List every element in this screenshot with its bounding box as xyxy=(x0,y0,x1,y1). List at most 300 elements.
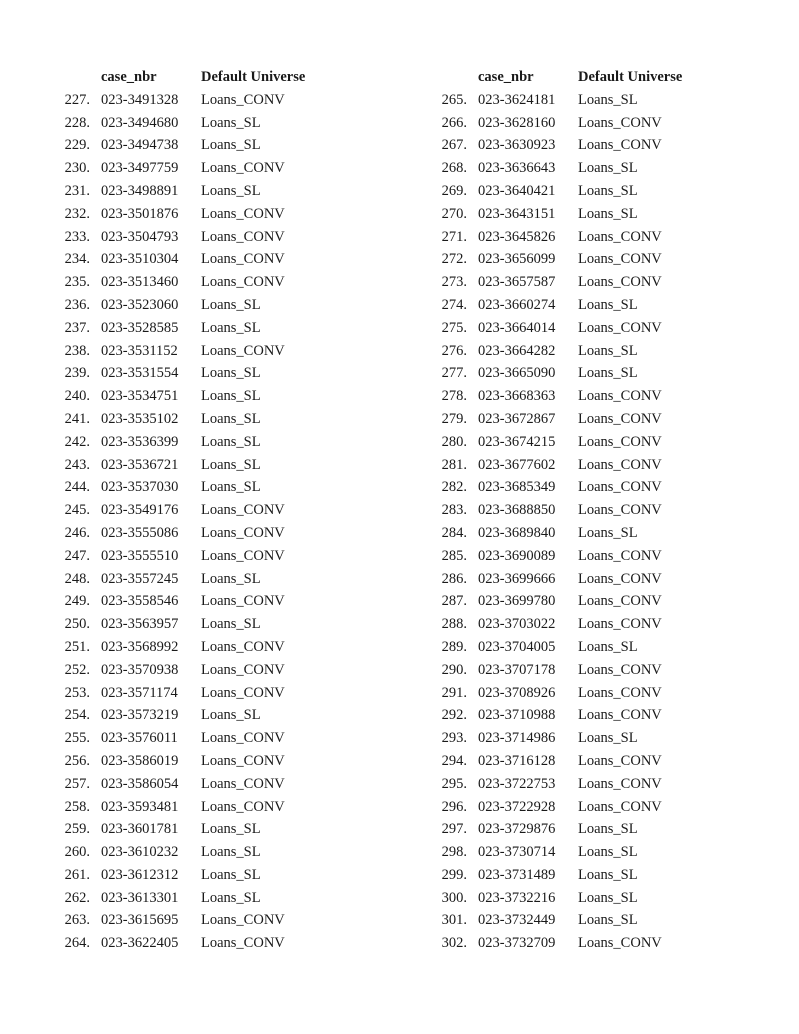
universe-cell: Loans_CONV xyxy=(578,775,662,792)
table-row xyxy=(429,909,708,932)
left-table xyxy=(52,66,331,955)
universe-cell: Loans_CONV xyxy=(201,752,285,769)
case-nbr-cell: 023-3555086 xyxy=(101,524,179,541)
table-row xyxy=(52,112,331,135)
table-row xyxy=(52,909,331,932)
row-number: 267. xyxy=(441,137,467,154)
case-nbr-cell: 023-3570938 xyxy=(101,661,179,678)
row-number: 243. xyxy=(64,456,90,473)
universe-cell: Loans_SL xyxy=(201,114,261,131)
row-number: 229. xyxy=(64,137,90,154)
table-row xyxy=(429,750,708,773)
case-nbr-cell: 023-3622405 xyxy=(101,935,179,952)
row-number: 236. xyxy=(64,296,90,313)
case-nbr-header: case_nbr xyxy=(478,69,534,85)
universe-cell: Loans_CONV xyxy=(201,205,285,222)
row-number: 234. xyxy=(64,251,90,268)
table-row xyxy=(52,750,331,773)
row-number: 235. xyxy=(64,274,90,291)
case-nbr-cell: 023-3613301 xyxy=(101,889,179,906)
universe-cell: Loans_CONV xyxy=(201,935,285,952)
table-row xyxy=(429,727,708,750)
row-number: 260. xyxy=(64,844,90,861)
universe-cell: Loans_SL xyxy=(201,570,261,587)
universe-cell: Loans_CONV xyxy=(201,91,285,108)
case-nbr-header: case_nbr xyxy=(101,69,157,85)
row-number: 276. xyxy=(441,342,467,359)
case-nbr-cell: 023-3636643 xyxy=(478,160,556,177)
universe-cell: Loans_CONV xyxy=(578,798,662,815)
left-table-header xyxy=(52,66,331,89)
universe-cell: Loans_SL xyxy=(201,182,261,199)
case-nbr-cell: 023-3586054 xyxy=(101,775,179,792)
case-nbr-cell: 023-3699780 xyxy=(478,593,556,610)
universe-cell: Loans_CONV xyxy=(578,479,662,496)
universe-cell: Loans_CONV xyxy=(201,228,285,245)
case-nbr-cell: 023-3534751 xyxy=(101,388,179,405)
row-number: 254. xyxy=(64,707,90,724)
universe-cell: Loans_CONV xyxy=(578,251,662,268)
universe-cell: Loans_CONV xyxy=(578,319,662,336)
row-number: 289. xyxy=(441,638,467,655)
row-number: 288. xyxy=(441,616,467,633)
table-row xyxy=(429,568,708,591)
case-nbr-cell: 023-3513460 xyxy=(101,274,179,291)
table-row xyxy=(52,180,331,203)
case-nbr-cell: 023-3729876 xyxy=(478,821,556,838)
universe-cell: Loans_CONV xyxy=(578,935,662,952)
table-row xyxy=(429,271,708,294)
row-number: 230. xyxy=(64,160,90,177)
universe-cell: Loans_SL xyxy=(578,844,638,861)
case-nbr-cell: 023-3586019 xyxy=(101,752,179,769)
universe-cell: Loans_CONV xyxy=(578,388,662,405)
case-nbr-cell: 023-3688850 xyxy=(478,502,556,519)
table-row xyxy=(429,157,708,180)
universe-cell: Loans_SL xyxy=(201,866,261,883)
case-nbr-cell: 023-3531554 xyxy=(101,365,179,382)
case-nbr-cell: 023-3624181 xyxy=(478,91,556,108)
case-nbr-cell: 023-3708926 xyxy=(478,684,556,701)
table-row xyxy=(52,864,331,887)
row-number: 297. xyxy=(441,821,467,838)
row-number: 232. xyxy=(64,205,90,222)
row-number: 250. xyxy=(64,616,90,633)
table-row xyxy=(52,294,331,317)
row-number: 294. xyxy=(441,752,467,769)
universe-cell: Loans_SL xyxy=(578,296,638,313)
case-nbr-cell: 023-3535102 xyxy=(101,410,179,427)
universe-cell: Loans_CONV xyxy=(578,616,662,633)
table-row xyxy=(52,568,331,591)
universe-cell: Loans_SL xyxy=(578,912,638,929)
universe-cell: Loans_CONV xyxy=(201,730,285,747)
universe-cell: Loans_SL xyxy=(201,137,261,154)
row-number: 244. xyxy=(64,479,90,496)
case-nbr-cell: 023-3643151 xyxy=(478,205,556,222)
row-number: 280. xyxy=(441,433,467,450)
row-number: 242. xyxy=(64,433,90,450)
table-row xyxy=(52,932,331,955)
table-row xyxy=(52,362,331,385)
table-row xyxy=(52,841,331,864)
case-nbr-cell: 023-3716128 xyxy=(478,752,556,769)
table-row xyxy=(429,385,708,408)
universe-cell: Loans_CONV xyxy=(578,547,662,564)
case-nbr-cell: 023-3536399 xyxy=(101,433,179,450)
case-nbr-cell: 023-3510304 xyxy=(101,251,179,268)
case-nbr-cell: 023-3601781 xyxy=(101,821,179,838)
row-number: 248. xyxy=(64,570,90,587)
universe-cell: Loans_CONV xyxy=(201,684,285,701)
case-nbr-cell: 023-3668363 xyxy=(478,388,556,405)
case-nbr-cell: 023-3593481 xyxy=(101,798,179,815)
universe-cell: Loans_CONV xyxy=(578,707,662,724)
table-row xyxy=(429,682,708,705)
case-nbr-cell: 023-3628160 xyxy=(478,114,556,131)
universe-cell: Loans_SL xyxy=(578,342,638,359)
row-number: 275. xyxy=(441,319,467,336)
table-row xyxy=(52,522,331,545)
table-row xyxy=(52,659,331,682)
table-row xyxy=(429,636,708,659)
row-number: 259. xyxy=(64,821,90,838)
row-number: 269. xyxy=(441,182,467,199)
table-row xyxy=(429,89,708,112)
row-number-header xyxy=(52,66,90,89)
case-nbr-cell: 023-3568992 xyxy=(101,638,179,655)
universe-cell: Loans_CONV xyxy=(201,638,285,655)
row-number: 287. xyxy=(441,593,467,610)
universe-cell: Loans_SL xyxy=(578,160,638,177)
table-row xyxy=(52,636,331,659)
case-nbr-cell: 023-3660274 xyxy=(478,296,556,313)
case-nbr-cell: 023-3497759 xyxy=(101,160,179,177)
row-number: 268. xyxy=(441,160,467,177)
case-nbr-cell: 023-3501876 xyxy=(101,205,179,222)
row-number: 281. xyxy=(441,456,467,473)
row-number: 263. xyxy=(64,912,90,929)
universe-cell: Loans_SL xyxy=(201,616,261,633)
table-row xyxy=(429,522,708,545)
universe-cell: Loans_CONV xyxy=(578,502,662,519)
case-nbr-cell: 023-3722753 xyxy=(478,775,556,792)
case-nbr-cell: 023-3672867 xyxy=(478,410,556,427)
table-row xyxy=(52,203,331,226)
case-nbr-cell: 023-3555510 xyxy=(101,547,179,564)
case-nbr-cell: 023-3494680 xyxy=(101,114,179,131)
universe-cell: Loans_SL xyxy=(201,707,261,724)
universe-cell: Loans_SL xyxy=(201,479,261,496)
case-nbr-cell: 023-3664014 xyxy=(478,319,556,336)
case-nbr-cell: 023-3537030 xyxy=(101,479,179,496)
table-row xyxy=(52,89,331,112)
row-number: 299. xyxy=(441,866,467,883)
row-number: 238. xyxy=(64,342,90,359)
universe-cell: Loans_CONV xyxy=(578,114,662,131)
universe-cell: Loans_SL xyxy=(201,388,261,405)
universe-cell: Loans_CONV xyxy=(578,456,662,473)
table-row xyxy=(429,431,708,454)
table-row xyxy=(429,704,708,727)
table-row xyxy=(52,340,331,363)
universe-cell: Loans_SL xyxy=(201,456,261,473)
table-row xyxy=(429,887,708,910)
table-row xyxy=(429,499,708,522)
universe-cell: Loans_SL xyxy=(578,889,638,906)
table-row xyxy=(429,864,708,887)
row-number: 245. xyxy=(64,502,90,519)
universe-cell: Loans_CONV xyxy=(201,798,285,815)
table-row xyxy=(52,271,331,294)
universe-cell: Loans_CONV xyxy=(201,342,285,359)
row-number: 253. xyxy=(64,684,90,701)
universe-cell: Loans_CONV xyxy=(578,228,662,245)
row-number: 296. xyxy=(441,798,467,815)
universe-cell: Loans_CONV xyxy=(578,661,662,678)
row-number: 258. xyxy=(64,798,90,815)
row-number: 252. xyxy=(64,661,90,678)
row-number: 282. xyxy=(441,479,467,496)
case-nbr-cell: 023-3645826 xyxy=(478,228,556,245)
row-number: 295. xyxy=(441,775,467,792)
universe-cell: Loans_CONV xyxy=(578,137,662,154)
case-nbr-cell: 023-3665090 xyxy=(478,365,556,382)
row-number: 290. xyxy=(441,661,467,678)
table-row xyxy=(52,226,331,249)
case-nbr-cell: 023-3699666 xyxy=(478,570,556,587)
table-row xyxy=(429,134,708,157)
table-row xyxy=(52,545,331,568)
table-row xyxy=(429,340,708,363)
case-nbr-cell: 023-3576011 xyxy=(101,730,178,747)
table-row xyxy=(429,932,708,955)
universe-cell: Loans_CONV xyxy=(578,570,662,587)
row-number: 228. xyxy=(64,114,90,131)
universe-cell: Loans_CONV xyxy=(578,274,662,291)
case-nbr-cell: 023-3610232 xyxy=(101,844,179,861)
case-nbr-cell: 023-3677602 xyxy=(478,456,556,473)
case-nbr-cell: 023-3491328 xyxy=(101,91,179,108)
row-number: 262. xyxy=(64,889,90,906)
row-number: 261. xyxy=(64,866,90,883)
universe-cell: Loans_SL xyxy=(201,365,261,382)
universe-cell: Loans_CONV xyxy=(201,912,285,929)
table-row xyxy=(52,818,331,841)
case-nbr-cell: 023-3656099 xyxy=(478,251,556,268)
table-row xyxy=(52,134,331,157)
case-nbr-cell: 023-3710988 xyxy=(478,707,556,724)
row-number: 300. xyxy=(441,889,467,906)
universe-cell: Loans_CONV xyxy=(201,547,285,564)
row-number: 231. xyxy=(64,182,90,199)
table-row xyxy=(52,248,331,271)
table-row xyxy=(429,317,708,340)
table-row xyxy=(52,682,331,705)
table-row xyxy=(52,704,331,727)
universe-cell: Loans_SL xyxy=(201,844,261,861)
table-row xyxy=(52,796,331,819)
case-nbr-cell: 023-3657587 xyxy=(478,274,556,291)
universe-cell: Loans_SL xyxy=(578,182,638,199)
case-nbr-cell: 023-3690089 xyxy=(478,547,556,564)
table-row xyxy=(429,545,708,568)
row-number: 298. xyxy=(441,844,467,861)
table-row xyxy=(52,476,331,499)
row-number: 265. xyxy=(441,91,467,108)
case-nbr-cell: 023-3558546 xyxy=(101,593,179,610)
case-nbr-cell: 023-3563957 xyxy=(101,616,179,633)
case-nbr-cell: 023-3498891 xyxy=(101,182,179,199)
right-table-header xyxy=(429,66,708,89)
table-row xyxy=(52,385,331,408)
row-number: 233. xyxy=(64,228,90,245)
row-number: 291. xyxy=(441,684,467,701)
case-nbr-cell: 023-3630923 xyxy=(478,137,556,154)
table-row xyxy=(429,841,708,864)
universe-cell: Loans_CONV xyxy=(201,274,285,291)
case-nbr-cell: 023-3685349 xyxy=(478,479,556,496)
case-nbr-cell: 023-3573219 xyxy=(101,707,179,724)
row-number: 292. xyxy=(441,707,467,724)
case-nbr-cell: 023-3571174 xyxy=(101,684,178,701)
universe-cell: Loans_SL xyxy=(578,365,638,382)
right-table-body xyxy=(429,89,708,955)
right-table xyxy=(429,66,708,955)
row-number: 277. xyxy=(441,365,467,382)
table-row xyxy=(429,203,708,226)
universe-cell: Loans_SL xyxy=(201,410,261,427)
case-nbr-cell: 023-3732449 xyxy=(478,912,556,929)
case-nbr-cell: 023-3531152 xyxy=(101,342,178,359)
universe-cell: Loans_SL xyxy=(201,889,261,906)
case-nbr-cell: 023-3615695 xyxy=(101,912,179,929)
universe-cell: Loans_SL xyxy=(578,524,638,541)
case-nbr-cell: 023-3504793 xyxy=(101,228,179,245)
case-nbr-cell: 023-3664282 xyxy=(478,342,556,359)
row-number: 270. xyxy=(441,205,467,222)
default-universe-header: Default Universe xyxy=(578,69,683,85)
row-number: 274. xyxy=(441,296,467,313)
left-table-body xyxy=(52,89,331,955)
table-row xyxy=(52,431,331,454)
row-number: 264. xyxy=(64,935,90,952)
case-nbr-cell: 023-3689840 xyxy=(478,524,556,541)
table-row xyxy=(52,157,331,180)
row-number: 283. xyxy=(441,502,467,519)
case-nbr-cell: 023-3732709 xyxy=(478,935,556,952)
case-nbr-cell: 023-3722928 xyxy=(478,798,556,815)
universe-cell: Loans_CONV xyxy=(201,661,285,678)
row-number-header xyxy=(429,66,467,89)
row-number: 251. xyxy=(64,638,90,655)
universe-cell: Loans_CONV xyxy=(578,593,662,610)
table-row xyxy=(52,887,331,910)
row-number: 278. xyxy=(441,388,467,405)
row-number: 246. xyxy=(64,524,90,541)
table-row xyxy=(429,613,708,636)
row-number: 257. xyxy=(64,775,90,792)
table-row xyxy=(429,248,708,271)
row-number: 240. xyxy=(64,388,90,405)
row-number: 241. xyxy=(64,410,90,427)
universe-cell: Loans_CONV xyxy=(201,251,285,268)
universe-cell: Loans_CONV xyxy=(201,775,285,792)
table-row xyxy=(429,659,708,682)
universe-cell: Loans_SL xyxy=(578,205,638,222)
case-nbr-cell: 023-3612312 xyxy=(101,866,179,883)
table-row xyxy=(52,499,331,522)
case-nbr-cell: 023-3549176 xyxy=(101,502,179,519)
row-number: 279. xyxy=(441,410,467,427)
table-row xyxy=(429,773,708,796)
universe-cell: Loans_CONV xyxy=(578,684,662,701)
row-number: 237. xyxy=(64,319,90,336)
row-number: 247. xyxy=(64,547,90,564)
case-nbr-cell: 023-3674215 xyxy=(478,433,556,450)
row-number: 266. xyxy=(441,114,467,131)
row-number: 272. xyxy=(441,251,467,268)
table-row xyxy=(429,226,708,249)
universe-cell: Loans_SL xyxy=(201,821,261,838)
table-row xyxy=(52,773,331,796)
row-number: 227. xyxy=(64,91,90,108)
case-nbr-cell: 023-3704005 xyxy=(478,638,556,655)
case-nbr-cell: 023-3557245 xyxy=(101,570,179,587)
universe-cell: Loans_SL xyxy=(201,433,261,450)
universe-cell: Loans_CONV xyxy=(201,160,285,177)
row-number: 256. xyxy=(64,752,90,769)
row-number: 286. xyxy=(441,570,467,587)
table-row xyxy=(429,818,708,841)
table-row xyxy=(52,317,331,340)
row-number: 301. xyxy=(441,912,467,929)
row-number: 255. xyxy=(64,730,90,747)
case-nbr-cell: 023-3732216 xyxy=(478,889,556,906)
row-number: 302. xyxy=(441,935,467,952)
table-row xyxy=(429,408,708,431)
case-nbr-cell: 023-3536721 xyxy=(101,456,179,473)
universe-cell: Loans_SL xyxy=(578,821,638,838)
table-row xyxy=(429,294,708,317)
row-number: 239. xyxy=(64,365,90,382)
universe-cell: Loans_SL xyxy=(578,638,638,655)
table-row xyxy=(52,727,331,750)
row-number: 249. xyxy=(64,593,90,610)
case-nbr-cell: 023-3707178 xyxy=(478,661,556,678)
table-row xyxy=(429,590,708,613)
table-row xyxy=(52,454,331,477)
universe-cell: Loans_CONV xyxy=(578,410,662,427)
case-nbr-cell: 023-3703022 xyxy=(478,616,556,633)
universe-cell: Loans_CONV xyxy=(201,593,285,610)
universe-cell: Loans_CONV xyxy=(201,502,285,519)
default-universe-header: Default Universe xyxy=(201,69,306,85)
table-row xyxy=(52,590,331,613)
table-row xyxy=(429,476,708,499)
table-row xyxy=(429,362,708,385)
case-nbr-cell: 023-3523060 xyxy=(101,296,179,313)
table-row xyxy=(52,408,331,431)
table-row xyxy=(429,180,708,203)
universe-cell: Loans_SL xyxy=(201,319,261,336)
case-nbr-cell: 023-3731489 xyxy=(478,866,556,883)
case-nbr-cell: 023-3640421 xyxy=(478,182,556,199)
universe-cell: Loans_SL xyxy=(578,91,638,108)
universe-cell: Loans_CONV xyxy=(578,433,662,450)
row-number: 273. xyxy=(441,274,467,291)
row-number: 271. xyxy=(441,228,467,245)
